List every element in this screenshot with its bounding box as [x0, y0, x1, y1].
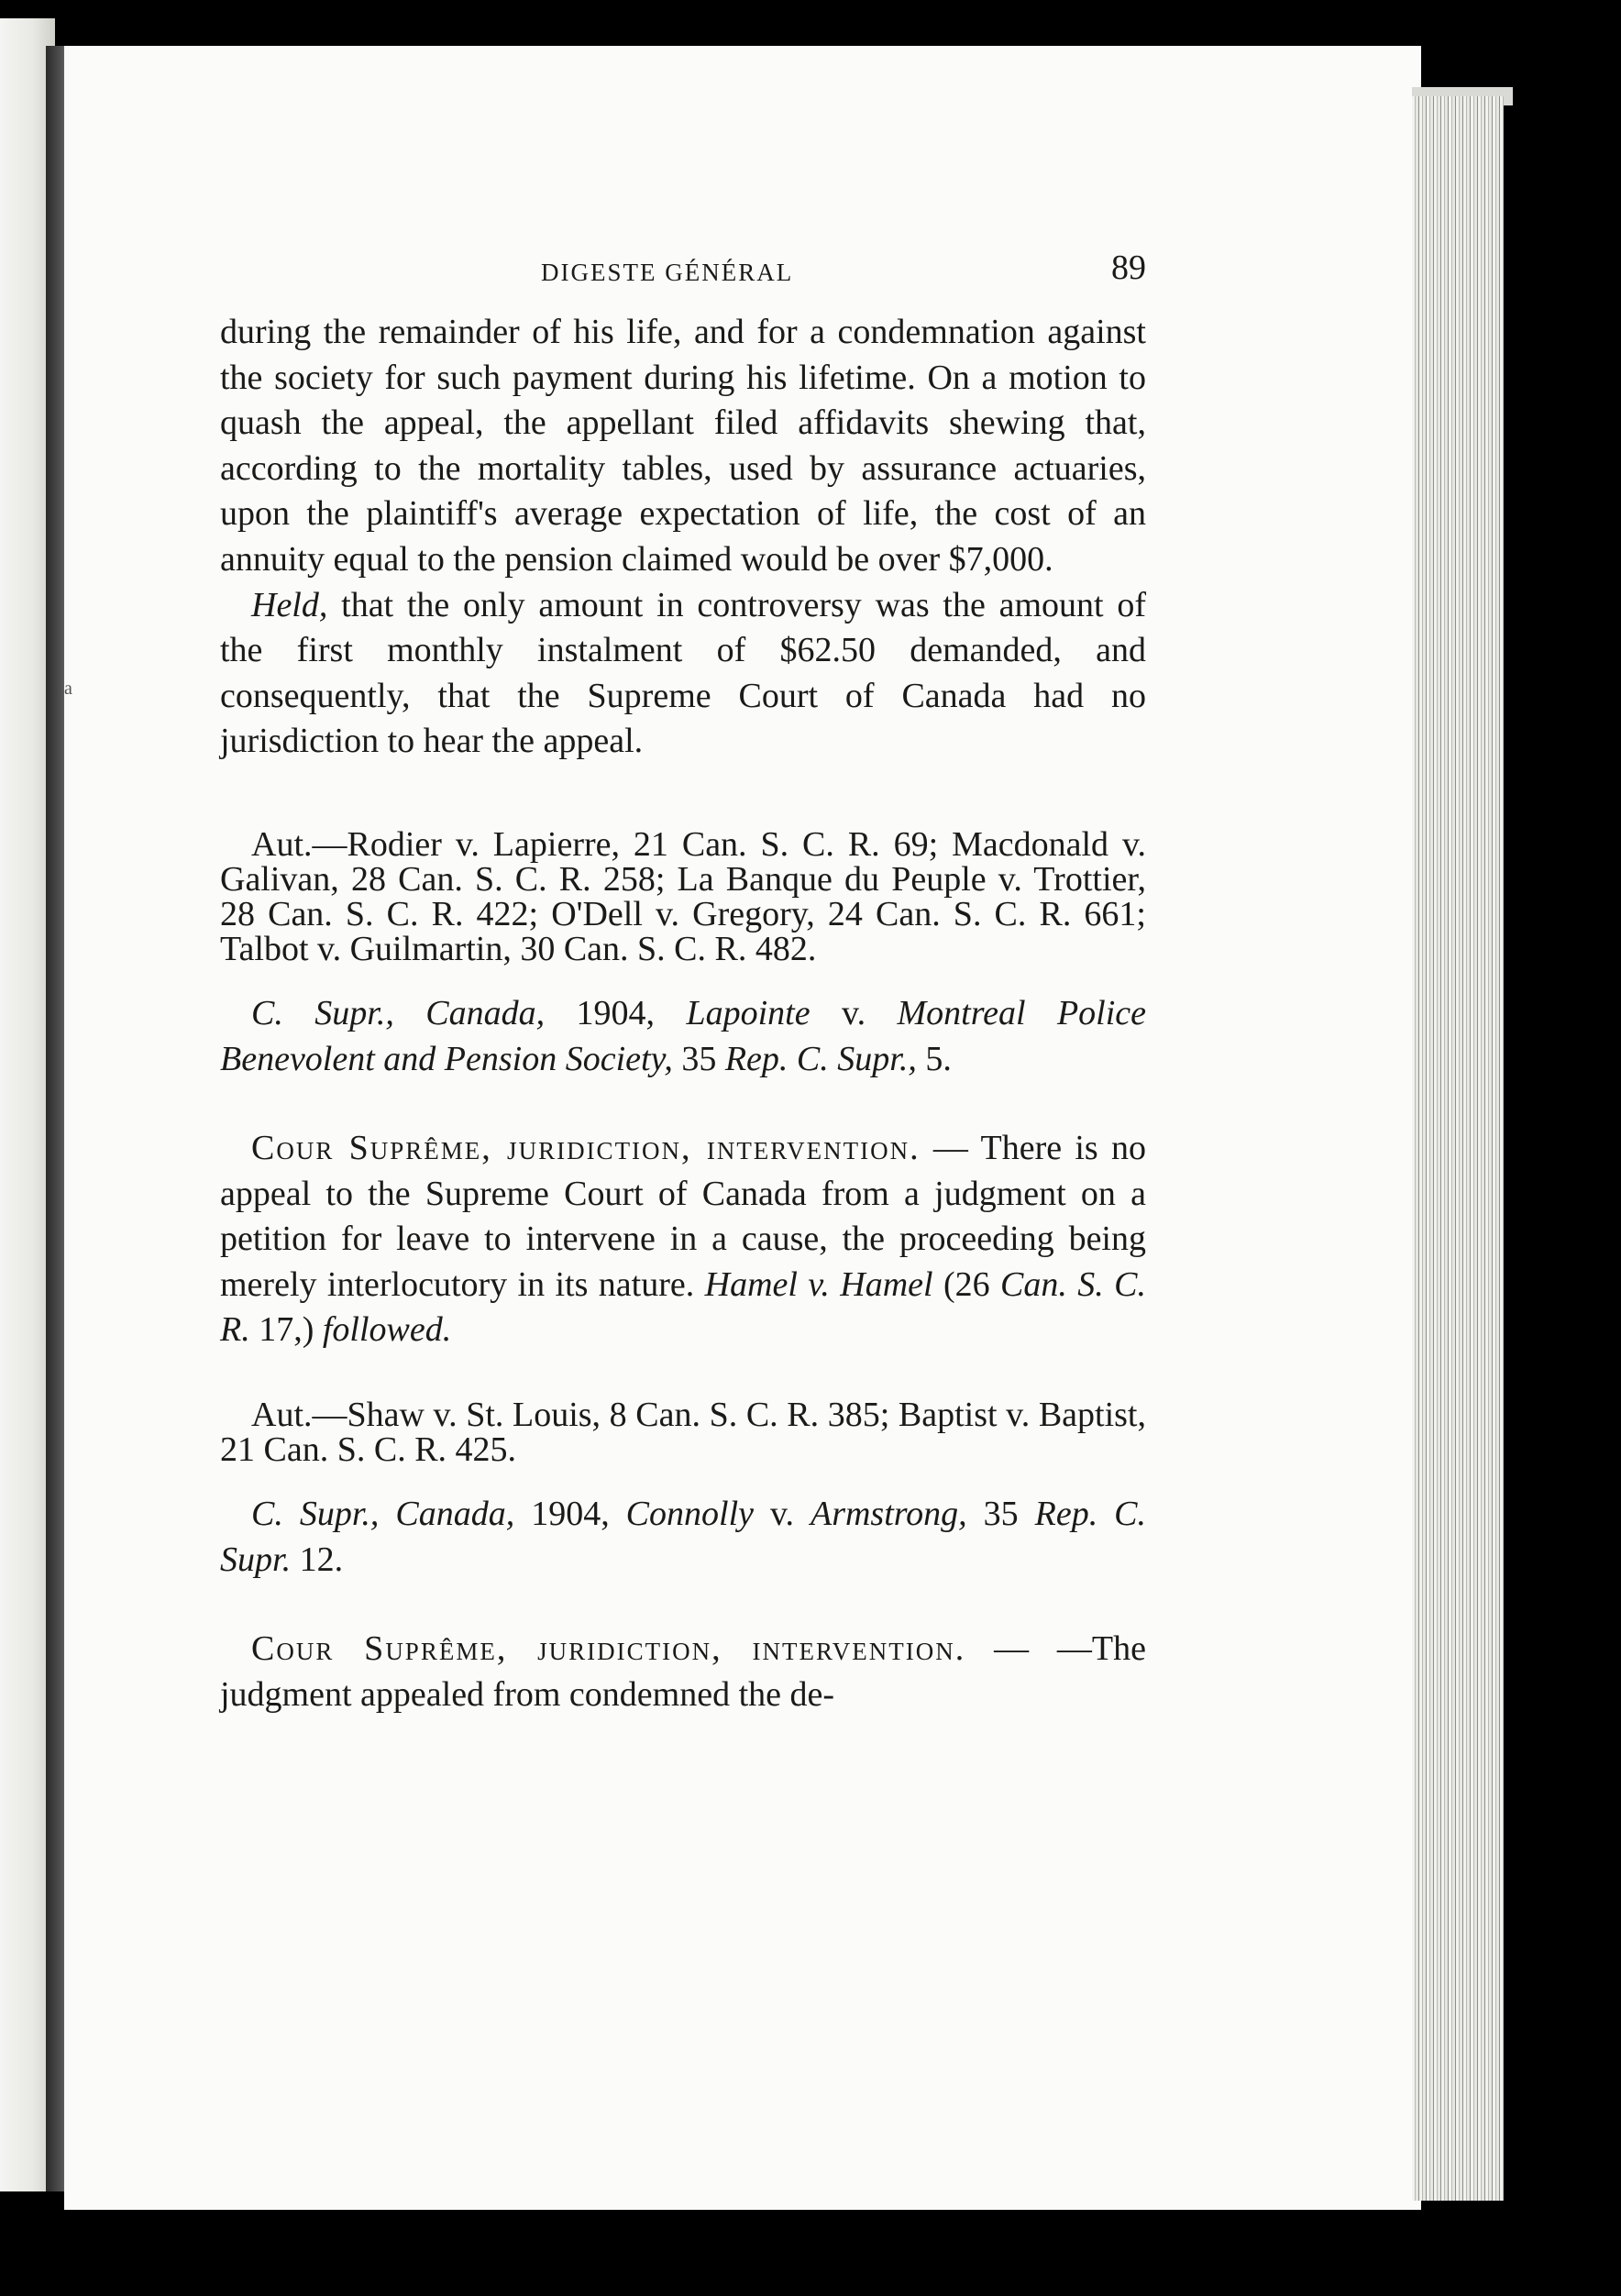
- section-2-ref-open: (26: [932, 1264, 1001, 1304]
- section-2-case: Hamel v. Hamel: [704, 1264, 933, 1304]
- page-stack-edges: [1412, 96, 1504, 2201]
- page-content: [220, 248, 1146, 1717]
- authorities-2: Aut.—Shaw v. St. Louis, 8 Can. S. C. R. 385; Baptist v. Baptist, 21 Can. S. C. R. 425.: [220, 1395, 1146, 1469]
- citation-2-v: v.: [754, 1494, 810, 1533]
- citation-2-rep: Rep. C. Supr.: [220, 1494, 1147, 1579]
- section-3-text: — —The judgment appealed from condemned the de-: [220, 1628, 1146, 1714]
- paragraph-held: [220, 583, 1146, 765]
- held-text: that the only amount in controversy was the amount of the first monthly instalment of $62.50 demanded, and consequently, that the Supreme Court of Canada had no jurisdiction to hear the appeal.: [220, 585, 1146, 761]
- citation-2-page: 12.: [291, 1540, 344, 1579]
- section-2-ref-close: 17,): [249, 1310, 323, 1350]
- citation-2: [220, 1491, 1146, 1583]
- authorities-1: Aut.—Rodier v. Lapierre, 21 Can. S. C. R. 69; Macdonald v. Galivan, 28 Can. S. C. R. 258; La Banque du Peuple v. Trottier, 28 Can. S. C. R. 422; O'Dell v. Gregory, 24 Can. S. C. R. 661; Talbot v. Guilmartin, 30 Can. S. C. R. 482.: [220, 824, 1146, 968]
- paragraph-continuation: during the remainder of his life, and for a condemnation against the society for such payment during his lifetime. On a motion to quash the appeal, the appellant filed affidavits shewing that, according to the mortality tables, used by assurance actuaries, upon the plaintiff's average expectation of life, the cost of an annuity equal to the pension claimed would be over $7,000.: [220, 313, 1146, 579]
- section-3: [220, 1627, 1146, 1717]
- section-2-heading: Cour Suprême, juridiction, intervention.: [251, 1128, 921, 1167]
- section-2-text: — There is no appeal to the Supreme Court of Canada from a judgment on a petition for leave to intervene in a cause, the proceeding being merely interlocutory in its nature.: [220, 1128, 1146, 1304]
- citation-2-party1: Connolly: [625, 1494, 754, 1533]
- citation-2-year: 1904,: [514, 1494, 626, 1533]
- section-2: [220, 1126, 1146, 1353]
- margin-mark: a: [64, 679, 72, 699]
- citation-1-num: 35: [672, 1039, 725, 1078]
- section-3-heading: Cour Suprême, juridiction, intervention.: [251, 1628, 966, 1668]
- running-head-title: DIGESTE GÉNÉRAL: [541, 259, 794, 286]
- citation-1-court: C. Supr., Canada,: [251, 993, 546, 1032]
- citation-2-num: 35: [966, 1494, 1035, 1533]
- section-2-ref: Can. S. C. R.: [220, 1264, 1146, 1350]
- citation-2-court: C. Supr., Canada,: [251, 1494, 515, 1533]
- citation-1-v: v.: [810, 993, 898, 1032]
- citation-1-page: 5.: [916, 1039, 952, 1078]
- citation-2-party2: Armstrong,: [810, 1494, 967, 1533]
- citation-1-party2: Montreal Police Benevolent and Pension Society,: [220, 993, 1146, 1078]
- citation-1: [220, 990, 1146, 1082]
- section-2-followed: followed.: [322, 1310, 452, 1350]
- running-head: [220, 248, 1146, 303]
- citation-1-year: 1904,: [545, 993, 687, 1032]
- citation-1-rep: Rep. C. Supr.,: [724, 1039, 917, 1078]
- page-number: 89: [1111, 248, 1146, 287]
- held-italic: Held,: [251, 585, 328, 624]
- citation-1-party1: Lapointe: [686, 993, 810, 1032]
